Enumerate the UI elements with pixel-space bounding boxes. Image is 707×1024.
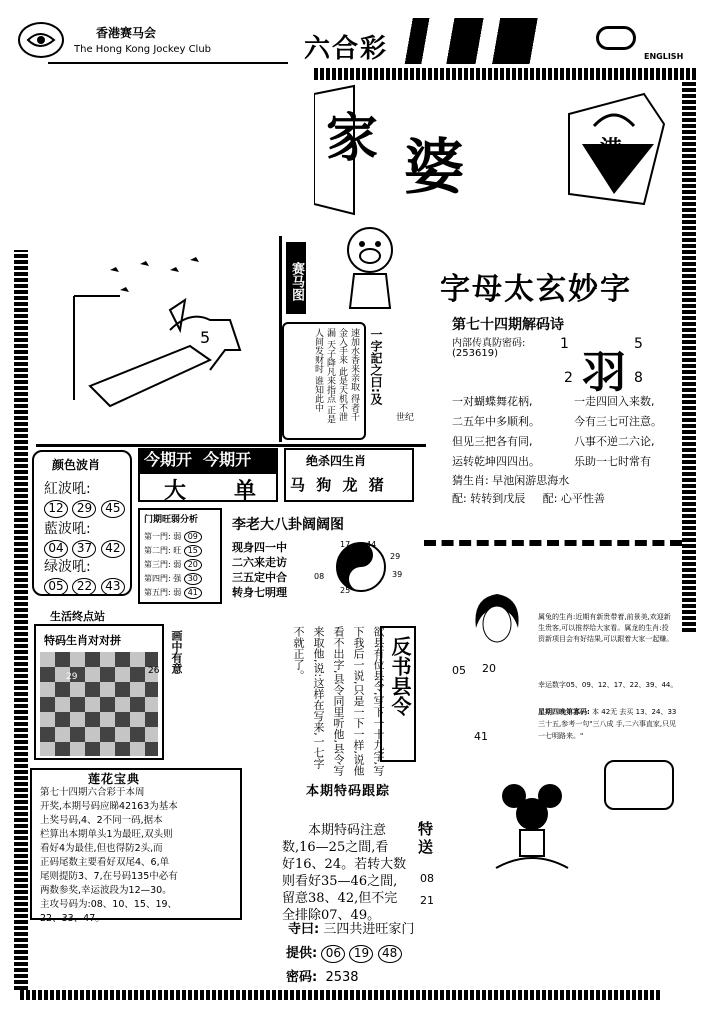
scroll-sign: 世纪 — [396, 413, 415, 423]
specimg-num-26: 26 — [148, 666, 160, 676]
specimg-grid — [40, 652, 158, 756]
open-value-1: 大 — [164, 478, 187, 504]
english-label: ENGLISH — [644, 52, 684, 61]
vtext-block: 欲县有位县令,写下一十九字,写下我后一说,只是一下一样,说他看不出字,县令同里听他,县令写来取他,说:这样在写来,一七字不就正了。 — [292, 626, 385, 776]
poem-left-lines: 一对蝴蝶舞花柄, 二五年中多顺利。 但见三把各有同, 运转乾坤四四出。 — [452, 395, 540, 468]
header-brush-graphic — [392, 18, 592, 64]
club-name-en: The Hong Kong Jockey Club — [74, 44, 212, 55]
note-num-41: 41 — [474, 730, 488, 743]
gates-title: 门期旺弱分析 — [144, 515, 199, 525]
scroll-title: 一字記之曰:及 — [369, 328, 383, 405]
specimg-title: 特码生肖对对拼 — [44, 634, 121, 647]
poem-password: (253619) — [452, 348, 498, 359]
note-week: 星期四晚第寡码: 本 42无 去买 13、24、33三十五,参考一句"三八成 手,二六事直家,只见一七明路来。" — [538, 708, 677, 740]
header-rule — [48, 62, 288, 64]
zodiac-title: 绝杀四生肖 — [306, 454, 367, 468]
poem-password-label: 内部传真防密码: — [452, 338, 526, 349]
horse-number: 5 — [200, 328, 211, 347]
middle-rule — [36, 444, 426, 447]
zodiac-animals: 马 狗 龙 猪 — [290, 476, 384, 494]
colors-row-green: 绿波吼: 05 22 43 — [44, 556, 125, 596]
vtext-right-title: 反书县令 — [388, 636, 412, 716]
left-border — [14, 250, 28, 990]
track-send-2: 21 — [420, 894, 434, 907]
poem-digit-8: 8 — [634, 370, 643, 386]
jockey-logo — [18, 22, 64, 58]
pig-mascot — [334, 222, 406, 312]
note-rule — [424, 540, 682, 546]
poem-digit-5: 5 — [634, 336, 643, 352]
note-numbers: 幸运数字05、09、12、17、22、39、44。 — [538, 681, 678, 689]
horse-banner: 赛马图 — [286, 242, 306, 314]
colors-row-red: 紅波吼: 12 29 45 — [44, 478, 125, 518]
open-header: 今期开 今期开 — [138, 448, 278, 472]
open-body — [138, 472, 278, 502]
poem-match: 配: 转转到戊辰 配: 心平性善 — [452, 492, 605, 505]
banner-emblem-char: 港 — [600, 136, 623, 162]
bagua-title: 李老大八卦阔阔图 — [232, 517, 344, 533]
bagua-nums: 17 44 29 39 08 25 — [314, 540, 403, 595]
poem-right-lines: 一走四回入来数, 今有三七可注意。 八事不逆二六论, 乐助一七时常有 — [574, 395, 662, 468]
lotus-lines: 第七十四期六合彩于本周 开奖,本期号码应睇42163为基本 上奖号码,4、2不同一码,据本 栏算出本期单头1为最旺,双头则 看好4为最佳,但也得防2头,而 正码尾数主要看好双尾4、6,单 尾则提防3、7,在号码135中必有 两数参奖,幸运波段为12—30。 主攻号码为:08、10、15、19、 22、33、47。 — [40, 787, 178, 924]
specimg-side: 画中有意 — [170, 630, 183, 674]
poem-heading: 字母太玄妙字 — [440, 272, 632, 307]
right-border — [682, 72, 696, 632]
footer-supply: 提供: 06 19 48 — [286, 942, 402, 963]
mouse-cartoon — [486, 778, 578, 878]
colors-title: 颜色波肖 — [52, 458, 101, 472]
footer-temple: 寺曰: 三四共进旺家门 — [288, 922, 415, 937]
club-name-cn: 香港赛马会 — [96, 26, 157, 40]
footer-code: 密码: 2538 — [286, 970, 359, 985]
bottom-border — [20, 990, 660, 1000]
specimg-num-29: 29 — [66, 672, 78, 682]
scroll-text: 速加水香来亲取 得者千金入手来 此是天机不泄漏 天子降凡来指点 正是人间发财时 谁知此中 — [313, 328, 359, 424]
top-border — [314, 68, 696, 80]
note-text: 属兔的生肖:近期有新贵带着,前景美,欢迎新生贵客,可以推荐给大家看。属龙的生肖:投资新项目会有好结果,可以跟着大家一起赚。 — [538, 613, 674, 643]
note-portrait — [466, 588, 528, 664]
poem-period-title: 第七十四期解码诗 — [452, 317, 564, 333]
bagua-lines: 现身四一中 二六来走访 三五定中合 转身七明理 — [232, 541, 287, 599]
track-title: 本期特码跟踪 — [306, 784, 391, 799]
track-send-title: 特送 — [418, 820, 434, 856]
lotto-logo — [596, 26, 636, 50]
poem-guess: 猜生肖: 早池闲游思海水 — [452, 474, 570, 487]
horse-illustration — [60, 250, 270, 420]
track-lines: 本期特码注意 数,16—25之間,看 好16、24。若转大数 则看好35—46之間, 留意38、42,但不完 全排除07、49。 — [282, 823, 407, 923]
poem-digit-2: 2 — [564, 370, 573, 386]
banner-char-left: 家 — [326, 108, 379, 169]
book-illustration — [604, 760, 674, 810]
note-num-05: 05 — [452, 664, 466, 677]
poem-digit-1: 1 — [560, 336, 569, 352]
track-send-1: 08 — [420, 872, 434, 885]
poem-big-char: 羽 — [582, 347, 626, 398]
gates-rows: 第一門: 弱 09 第二門: 旺 15 第三門: 弱 20 第四門: 强 30 第五門: 弱 41 — [144, 530, 202, 600]
life-title: 生活终点站 — [50, 610, 105, 623]
colors-row-blue: 藍波吼: 04 37 42 — [44, 518, 125, 558]
open-value-2: 单 — [234, 478, 257, 504]
note-num-20: 20 — [482, 662, 496, 675]
header-title: 六合彩 — [304, 34, 389, 64]
banner-char-right: 婆 — [404, 133, 464, 203]
lotus-title: 莲花宝典 — [88, 772, 141, 786]
